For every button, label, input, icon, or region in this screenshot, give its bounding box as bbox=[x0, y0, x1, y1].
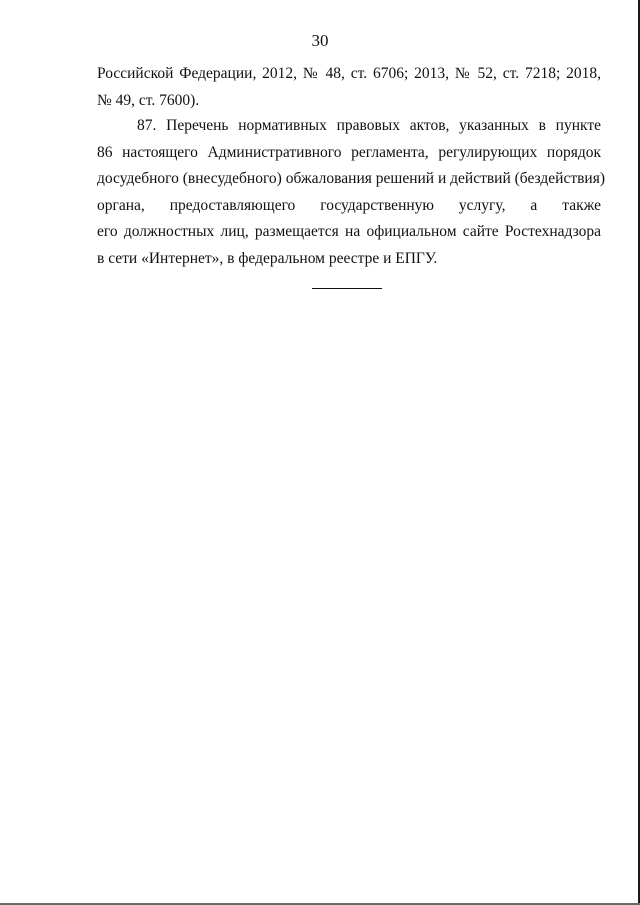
text-line: Российской Федерации, 2012, № 48, ст. 6706; 2013, № 52, ст. 7218; 2018, bbox=[97, 65, 601, 82]
text-line: 86 настоящего Административного регламента, регулирующих порядок bbox=[97, 143, 601, 161]
paragraph-number: 87. bbox=[137, 117, 157, 134]
text-line-body: Перечень нормативных правовых актов, указанных в пункте bbox=[166, 117, 602, 134]
page-number: 30 bbox=[311, 31, 329, 50]
text-line: его должностных лиц, размещается на официальном сайте Ростехнадзора bbox=[97, 223, 601, 240]
paragraph-87 bbox=[97, 113, 606, 272]
text-line: № 49, ст. 7600). bbox=[97, 91, 200, 109]
text-line: органа, предоставляющего государственную услугу, а также bbox=[97, 196, 601, 214]
end-of-document-rule bbox=[312, 288, 382, 289]
text-line: в сети «Интернет», в федеральном реестре и ЕПГУ. bbox=[97, 249, 438, 267]
text-line: досудебного (внесудебного) обжалования решений и действий (бездействия) bbox=[97, 170, 606, 187]
text-line-first bbox=[97, 113, 601, 140]
paragraph-continuation bbox=[97, 61, 601, 114]
